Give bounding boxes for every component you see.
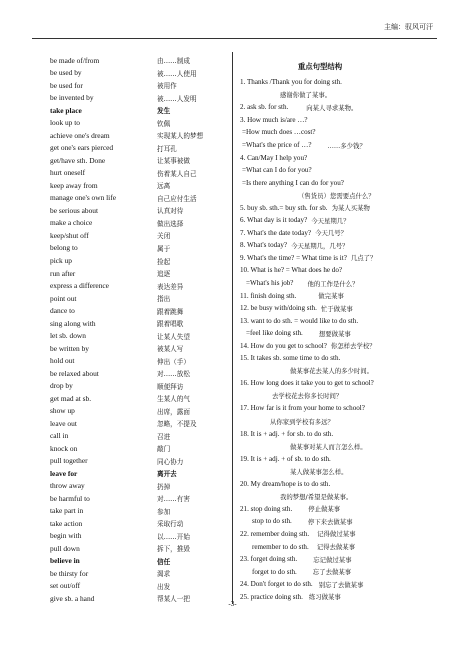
pattern-row — [240, 289, 450, 302]
phrase-row — [50, 429, 240, 442]
pattern-row — [240, 114, 450, 127]
phrase-english: get/have sth. Done — [50, 155, 106, 165]
phrase-list — [50, 54, 240, 605]
pattern-chinese: 练习做某事 — [308, 593, 341, 602]
pattern-chinese: 去学校花去你多长时间？ — [272, 392, 343, 401]
phrase-chinese: 扔掉 — [157, 482, 171, 491]
pattern-chinese: （售货员）您需要点什么？ — [298, 191, 375, 200]
pattern-english: 20. My dream/hope is to do sth. — [240, 479, 331, 488]
pattern-english: 13. want to do sth. = would like to do sth. — [240, 316, 359, 325]
phrase-english: drop by — [50, 381, 73, 391]
pattern-row — [240, 101, 450, 114]
phrase-row — [50, 580, 240, 593]
phrase-chinese: 打耳孔 — [157, 144, 177, 153]
pattern-row — [240, 189, 450, 202]
phrase-chinese: 顺便拜访 — [157, 382, 184, 391]
phrase-chinese: 让某事被做 — [157, 157, 190, 166]
phrase-row — [50, 505, 240, 518]
pattern-chinese: 他的工作是什么？ — [307, 279, 359, 288]
phrase-english: be written by — [50, 343, 89, 353]
phrase-chinese: 离开去 — [157, 470, 177, 479]
pattern-row — [240, 390, 450, 403]
phrase-english: make a choice — [50, 218, 93, 228]
phrase-chinese: 拆下，推毁 — [157, 545, 190, 554]
pattern-english: 14. How do you get to school? — [240, 341, 327, 350]
phrase-english: knock on — [50, 443, 78, 453]
phrase-chinese: 由……制成 — [157, 57, 190, 66]
pattern-english: 23. forget doing sth. — [240, 555, 298, 564]
phrase-row — [50, 229, 240, 242]
pattern-row — [240, 201, 450, 214]
phrase-row — [50, 392, 240, 405]
phrase-english: point out — [50, 293, 77, 303]
phrase-row — [50, 79, 240, 92]
phrase-row — [50, 129, 240, 142]
phrase-row — [50, 67, 240, 80]
pattern-row — [240, 302, 450, 315]
pattern-english: 6. What day is it today? — [240, 216, 308, 225]
phrase-english: be harmful to — [50, 493, 90, 503]
pattern-chinese: 为某人买某物 — [331, 204, 370, 213]
pattern-row — [240, 540, 450, 553]
phrase-english: manage one's own life — [50, 193, 116, 203]
phrase-english: belong to — [50, 243, 78, 253]
phrase-english: be used by — [50, 68, 82, 78]
phrase-row — [50, 342, 240, 355]
phrase-chinese: 被用作 — [157, 82, 177, 91]
pattern-english: 10. What is he? = What does he do? — [240, 266, 343, 275]
pattern-chinese: 某人做某事怎么样。 — [290, 467, 348, 476]
phrase-english: be made of/from — [50, 55, 100, 65]
phrase-chinese: 生某人的气 — [157, 395, 190, 404]
phrase-row — [50, 167, 240, 180]
phrase-row — [50, 542, 240, 555]
phrase-english: get one's ears pierced — [50, 143, 114, 153]
phrase-row — [50, 204, 240, 217]
pattern-row — [240, 402, 450, 415]
phrase-row — [50, 492, 240, 505]
phrase-chinese: 关闭 — [157, 232, 171, 241]
phrase-english: begin with — [50, 531, 82, 541]
pattern-english: =What's his job? — [246, 279, 294, 288]
phrase-english: pick up — [50, 256, 72, 265]
phrase-row — [50, 555, 240, 568]
phrase-row — [50, 480, 240, 493]
pattern-chinese: 几点了？ — [350, 254, 377, 263]
pattern-row — [240, 440, 450, 453]
pattern-english: 25. practice doing sth. — [240, 592, 303, 601]
phrase-english: be relaxed about — [50, 368, 99, 378]
phrase-row — [50, 54, 240, 67]
phrase-english: keep away from — [50, 180, 98, 190]
phrase-english: take part in — [50, 506, 84, 516]
phrase-english: be used for — [50, 80, 83, 90]
phrase-row — [50, 367, 240, 380]
phrase-chinese: 认真对待 — [157, 207, 184, 216]
phrase-chinese: 跟着唱歌 — [157, 320, 184, 329]
pattern-chinese: 感谢你做了某事。 — [280, 91, 332, 100]
pattern-english: 24. Don't forget to do sth. — [240, 580, 313, 589]
pattern-row — [240, 239, 450, 252]
pattern-english: =What can I do for you? — [242, 166, 312, 175]
pattern-english: 7. What's the date today? — [240, 228, 312, 237]
pattern-row — [240, 277, 450, 290]
pattern-english: 3. How much is/are …? — [240, 115, 308, 124]
phrase-chinese: 对……放松 — [157, 370, 190, 379]
phrase-row — [50, 104, 240, 117]
phrase-row — [50, 142, 240, 155]
pattern-chinese: 从你家到学校有多远？ — [270, 417, 334, 426]
pattern-row — [240, 415, 450, 428]
phrase-english: call in — [50, 431, 69, 441]
phrase-chinese: 伸出（手） — [157, 357, 190, 366]
pattern-english: 21. stop doing sth. — [240, 504, 293, 513]
pattern-english: stop to do sth. — [252, 517, 292, 526]
pattern-row — [240, 465, 450, 478]
phrase-chinese: 参加 — [157, 507, 171, 516]
pattern-row — [240, 503, 450, 516]
phrase-english: take action — [50, 518, 83, 528]
phrase-english: get mad at sb. — [50, 393, 92, 403]
phrase-chinese: 钦佩 — [157, 119, 171, 128]
pattern-english: =How much does …cost? — [242, 128, 316, 137]
page-header: 主编：驭风可汗 — [384, 23, 433, 31]
pattern-row — [240, 327, 450, 340]
phrase-row — [50, 317, 240, 330]
phrase-row — [50, 217, 240, 230]
phrase-chinese: 出发 — [157, 582, 171, 591]
phrase-row — [50, 242, 240, 255]
pattern-chinese: 别忘了去做某事 — [318, 580, 364, 589]
phrase-row — [50, 267, 240, 280]
pattern-chinese: 忘记做过某事 — [313, 555, 352, 564]
phrase-chinese: 对……有害 — [157, 495, 190, 504]
phrase-row — [50, 154, 240, 167]
pattern-chinese: 你怎样去学校？ — [330, 342, 376, 351]
pattern-row — [240, 365, 450, 378]
phrase-chinese: 敲门 — [157, 445, 171, 454]
header-rule — [32, 38, 437, 39]
phrase-chinese: 同心协力 — [157, 457, 184, 466]
pattern-row — [240, 515, 450, 528]
phrase-row — [50, 404, 240, 417]
phrase-row — [50, 254, 240, 267]
phrase-english: believe in — [50, 556, 80, 566]
phrase-chinese: 跟着跳舞 — [157, 307, 184, 316]
phrase-row — [50, 329, 240, 342]
phrase-row — [50, 442, 240, 455]
pattern-english: 22. remember doing sth. — [240, 529, 310, 538]
phrase-chinese: 信任 — [157, 557, 171, 566]
pattern-english: 15. It takes sb. some time to do sth. — [240, 354, 341, 363]
phrase-chinese: 指出 — [157, 295, 171, 304]
phrase-chinese: 被……人发明 — [157, 94, 197, 103]
pattern-chinese: 记得去做某事 — [316, 543, 356, 551]
pattern-english: =feel like doing sth. — [246, 329, 303, 338]
phrase-english: be serious about — [50, 205, 99, 215]
phrase-english: be thirsty for — [50, 568, 89, 578]
phrase-chinese: 被某人写 — [157, 345, 184, 354]
pattern-chinese: 做某事花去某人的多少时间。 — [290, 367, 374, 376]
phrase-english: give sb. a hand — [50, 593, 95, 603]
pattern-english: 12. be busy with/doing sth. — [240, 304, 317, 313]
pattern-english: 18. It is + adj. + for sb. to do sth. — [240, 429, 334, 438]
pattern-chinese: 向某人寻求某物。 — [306, 103, 358, 112]
page-number: -3- — [228, 600, 237, 608]
pattern-english: 19. It is + adj. + of sb. to do sth. — [240, 454, 331, 463]
column-divider — [232, 52, 233, 604]
pattern-english: =Is there anything I can do for you? — [242, 178, 344, 187]
phrase-english: take place — [50, 105, 82, 115]
phrase-row — [50, 530, 240, 543]
phrase-row — [50, 192, 240, 205]
pattern-chinese: 忘了去做某事 — [312, 568, 352, 577]
pattern-row — [240, 89, 450, 102]
pattern-chinese: 停下来去做某事 — [307, 517, 353, 526]
phrase-english: leave out — [50, 418, 77, 428]
pattern-row — [240, 427, 450, 440]
pattern-row — [240, 578, 450, 591]
pattern-row — [240, 565, 450, 578]
phrase-english: dance to — [50, 306, 75, 316]
sentence-patterns-list — [240, 76, 450, 603]
pattern-row — [240, 528, 450, 541]
pattern-row — [240, 176, 450, 189]
phrase-chinese: 做出选择 — [157, 219, 184, 228]
pattern-row — [240, 76, 450, 89]
phrase-chinese: 属于 — [157, 244, 171, 253]
pattern-chinese: 停止做某事 — [308, 505, 341, 514]
phrase-row — [50, 567, 240, 580]
pattern-chinese: 想要做某事 — [318, 329, 351, 338]
pattern-english: 9. What's the time? = What time is it? — [240, 253, 347, 262]
phrase-row — [50, 292, 240, 305]
phrase-english: be invented by — [50, 93, 94, 103]
phrase-english: hurt oneself — [50, 168, 86, 178]
phrase-english: sing along with — [50, 318, 96, 328]
pattern-english: 11. finish doing sth. — [240, 291, 297, 300]
pattern-row — [240, 214, 450, 227]
pattern-english: 5. buy sb. sth.= buy sth. for sb. — [240, 203, 328, 212]
phrase-row — [50, 92, 240, 105]
phrase-chinese: 伤着某人自己 — [157, 169, 197, 178]
phrase-english: leave for — [50, 468, 78, 478]
pattern-english: =What's the price of …? — [242, 141, 312, 149]
phrase-english: keep/shut off — [50, 230, 89, 240]
pattern-english: 16. How long does it take you to get to school? — [240, 379, 374, 388]
pattern-english: 1. Thanks /Thank you for doing sth. — [240, 78, 342, 87]
phrase-english: hold out — [50, 356, 75, 366]
pattern-row — [240, 264, 450, 277]
pattern-english: 8. What's today? — [240, 241, 288, 250]
phrase-row — [50, 379, 240, 392]
phrase-chinese: 召进 — [157, 432, 171, 441]
phrase-row — [50, 417, 240, 430]
phrase-chinese: 实现某人的梦想 — [157, 132, 204, 141]
phrase-row — [50, 467, 240, 480]
pattern-english: forget to do sth. — [252, 567, 297, 576]
phrase-row — [50, 517, 240, 530]
pattern-row — [240, 452, 450, 465]
phrase-english: run after — [50, 268, 76, 278]
pattern-row — [240, 478, 450, 491]
pattern-row — [240, 252, 450, 265]
pattern-row — [240, 377, 450, 390]
pattern-row — [240, 151, 450, 164]
phrase-row — [50, 304, 240, 317]
pattern-chinese: ……多少钱？ — [327, 141, 366, 150]
pattern-chinese: 今天星期几？ — [311, 216, 350, 225]
pattern-row — [240, 352, 450, 365]
phrase-row — [50, 354, 240, 367]
pattern-chinese: 我的梦想/希望是做某事。 — [280, 492, 353, 501]
phrase-english: express a difference — [50, 281, 109, 291]
pattern-chinese: 做完某事 — [318, 292, 344, 301]
pattern-row — [240, 139, 450, 152]
pattern-chinese: 做某事对某人而言怎么样。 — [290, 442, 367, 451]
phrase-english: set out/off — [50, 581, 81, 591]
phrase-english: achieve one's dream — [50, 130, 110, 140]
sentence-patterns-title: 重点句型结构 — [297, 62, 343, 71]
phrase-chinese: 发生 — [157, 107, 171, 116]
pattern-english: 17. How far is it from your home to school? — [240, 404, 365, 413]
pattern-english: 4. Can/May I help you? — [240, 153, 308, 162]
phrase-chinese: 忽略，不提及 — [157, 420, 197, 429]
pattern-english: 2. ask sb. for sth. — [240, 103, 289, 112]
pattern-english: remember to do sth. — [252, 542, 309, 551]
pattern-chinese: 忙于做某事 — [320, 304, 353, 313]
phrase-row — [50, 279, 240, 292]
phrase-chinese: 帮某人一把 — [157, 595, 190, 604]
pattern-chinese: 今天星期几，几号？ — [291, 241, 349, 250]
phrase-chinese: 捡起 — [157, 257, 171, 266]
pattern-chinese: 今天几号？ — [315, 229, 348, 238]
phrase-english: throw away — [50, 481, 85, 491]
pattern-row — [240, 126, 450, 139]
pattern-row — [240, 227, 450, 240]
phrase-chinese: 被……人使用 — [157, 69, 197, 78]
phrase-chinese: 追逐 — [157, 270, 171, 279]
phrase-english: pull together — [50, 456, 88, 466]
phrase-chinese: 出席，露面 — [157, 407, 190, 416]
phrase-chinese: 远离 — [157, 182, 171, 191]
pattern-row — [240, 490, 450, 503]
phrase-chinese: 自己应付生活 — [157, 194, 197, 203]
phrase-row — [50, 179, 240, 192]
phrase-chinese: 表达差异 — [157, 282, 184, 291]
pattern-row — [240, 339, 450, 352]
phrase-chinese: 让某人失望 — [157, 332, 190, 341]
phrase-chinese: 渴求 — [157, 570, 171, 579]
phrase-row — [50, 455, 240, 468]
phrase-row — [50, 117, 240, 130]
phrase-english: show up — [50, 406, 75, 416]
phrase-chinese: 采取行动 — [157, 520, 184, 529]
pattern-chinese: 记得做过某事 — [317, 530, 356, 539]
pattern-row — [240, 164, 450, 177]
phrase-chinese: 以……开始 — [157, 532, 190, 541]
phrase-english: pull down — [50, 543, 80, 553]
pattern-row — [240, 314, 450, 327]
phrase-english: look up to — [50, 118, 80, 128]
pattern-row — [240, 553, 450, 566]
phrase-english: let sb. down — [50, 331, 86, 341]
